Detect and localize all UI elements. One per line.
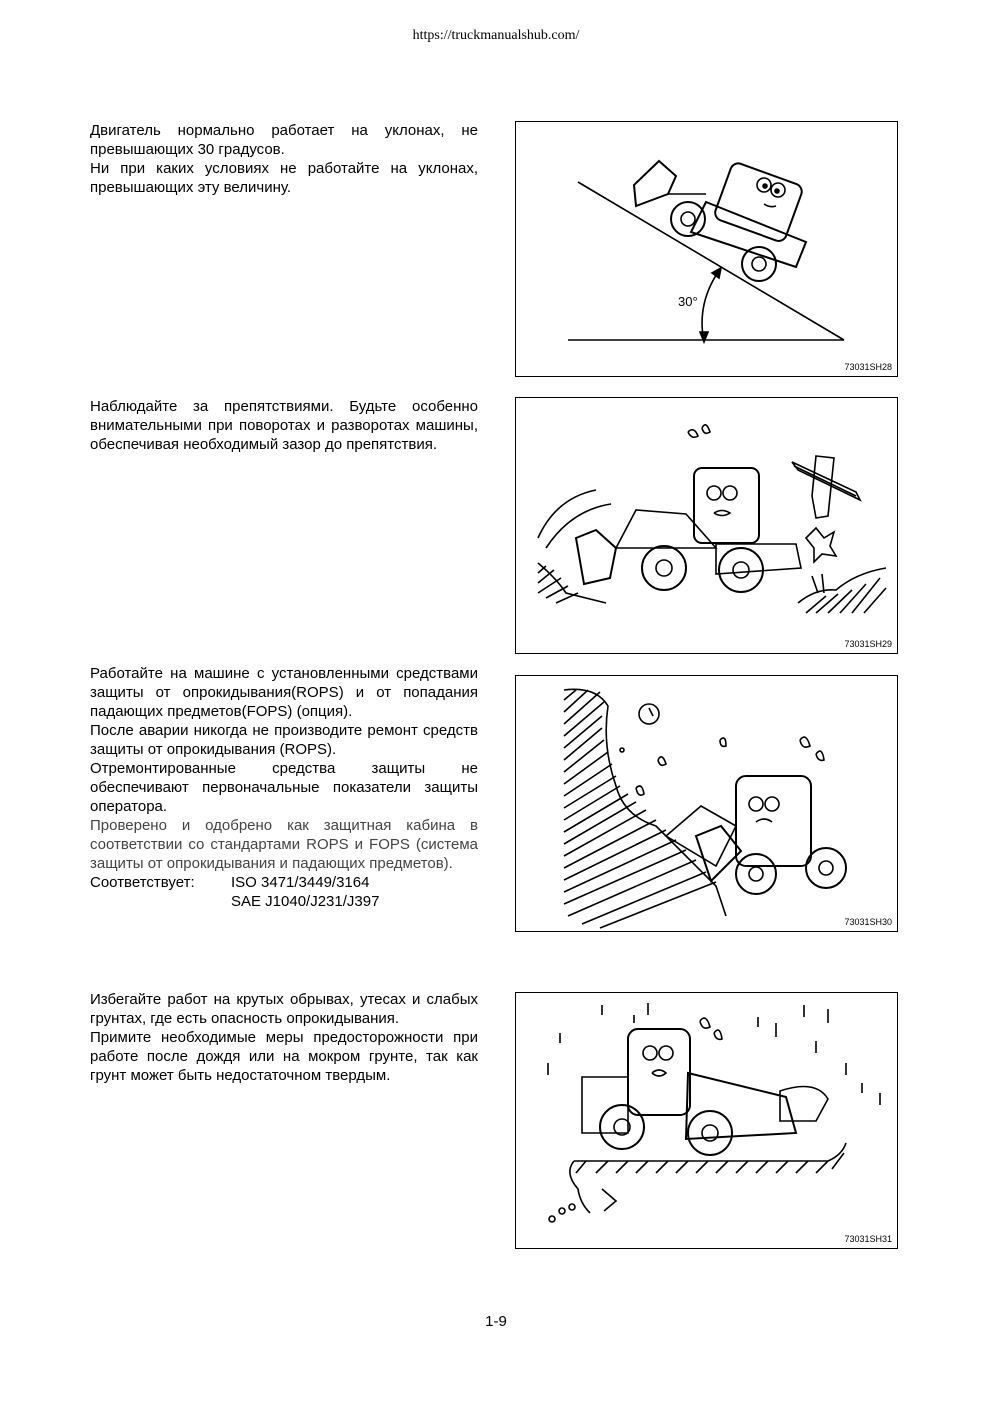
compliance-value: ISO 3471/3449/3164: [231, 874, 370, 891]
page-number: 1-9: [485, 1313, 507, 1330]
paragraph: Ни при каких условиях не работайте на уклонах, превышающих эту величину.: [90, 160, 478, 196]
paragraph: Двигатель нормально работает на уклонах, не превышающих 30 градусов.: [90, 122, 478, 158]
paragraph: Работайте на машине с установленными средствами защиты от опрокидывания(ROPS) и от попадания падающих предметов(FOPS) (опция).: [90, 665, 478, 720]
figure-rops: [515, 675, 898, 932]
paragraph: Избегайте работ на крутых обрывах, утесах и слабых грунтах, где есть опасность опрокидывания.: [90, 991, 478, 1027]
figure-code: 73031SH31: [844, 1234, 892, 1244]
figure-obstacles: [515, 397, 898, 654]
figure-code: 73031SH29: [844, 639, 892, 649]
compliance-value: SAE J1040/J231/J397: [231, 893, 380, 910]
section-cliff-text: [90, 990, 478, 1085]
figure-slope: [515, 121, 898, 377]
section-slope-text: [90, 121, 478, 197]
section-rops-text: [90, 664, 478, 911]
paragraph: После аварии никогда не производите ремонт средств защиты от опрокидывания (ROPS).: [90, 722, 478, 758]
compliance-row: [90, 873, 478, 892]
paragraph: Наблюдайте за препятствиями. Будьте особенно внимательными при поворотах и разворотах машины, обеспечивая необходимый зазор до препятствия.: [90, 398, 478, 453]
figure-code: 73031SH30: [844, 917, 892, 927]
figure-code: 73031SH28: [844, 362, 892, 372]
figure-cliff: [515, 992, 898, 1249]
section-obstacles-text: [90, 397, 478, 454]
compliance-label: Соответствует:: [90, 874, 195, 891]
angle-label: 30°: [678, 294, 698, 309]
compliance-row: [90, 892, 478, 911]
header-url: https://truckmanualshub.com/: [412, 28, 580, 43]
paragraph: Отремонтированные средства защиты не обеспечивают первоначальные показатели защиты оператора.: [90, 760, 478, 815]
slope-loader-illustration: [516, 122, 899, 378]
rops-loader-illustration: [516, 676, 899, 933]
paragraph: Примите необходимые меры предосторожности при работе после дождя или на мокром грунте, так как грунт может быть недостаточном твердым.: [90, 1029, 478, 1084]
obstacle-loader-illustration: [516, 398, 899, 655]
paragraph: Проверено и одобрено как защитная кабина в соответствии со стандартами ROPS и FOPS (система защиты от опрокидывания и падающих предметов).: [90, 817, 478, 872]
cliff-loader-illustration: [516, 993, 899, 1250]
